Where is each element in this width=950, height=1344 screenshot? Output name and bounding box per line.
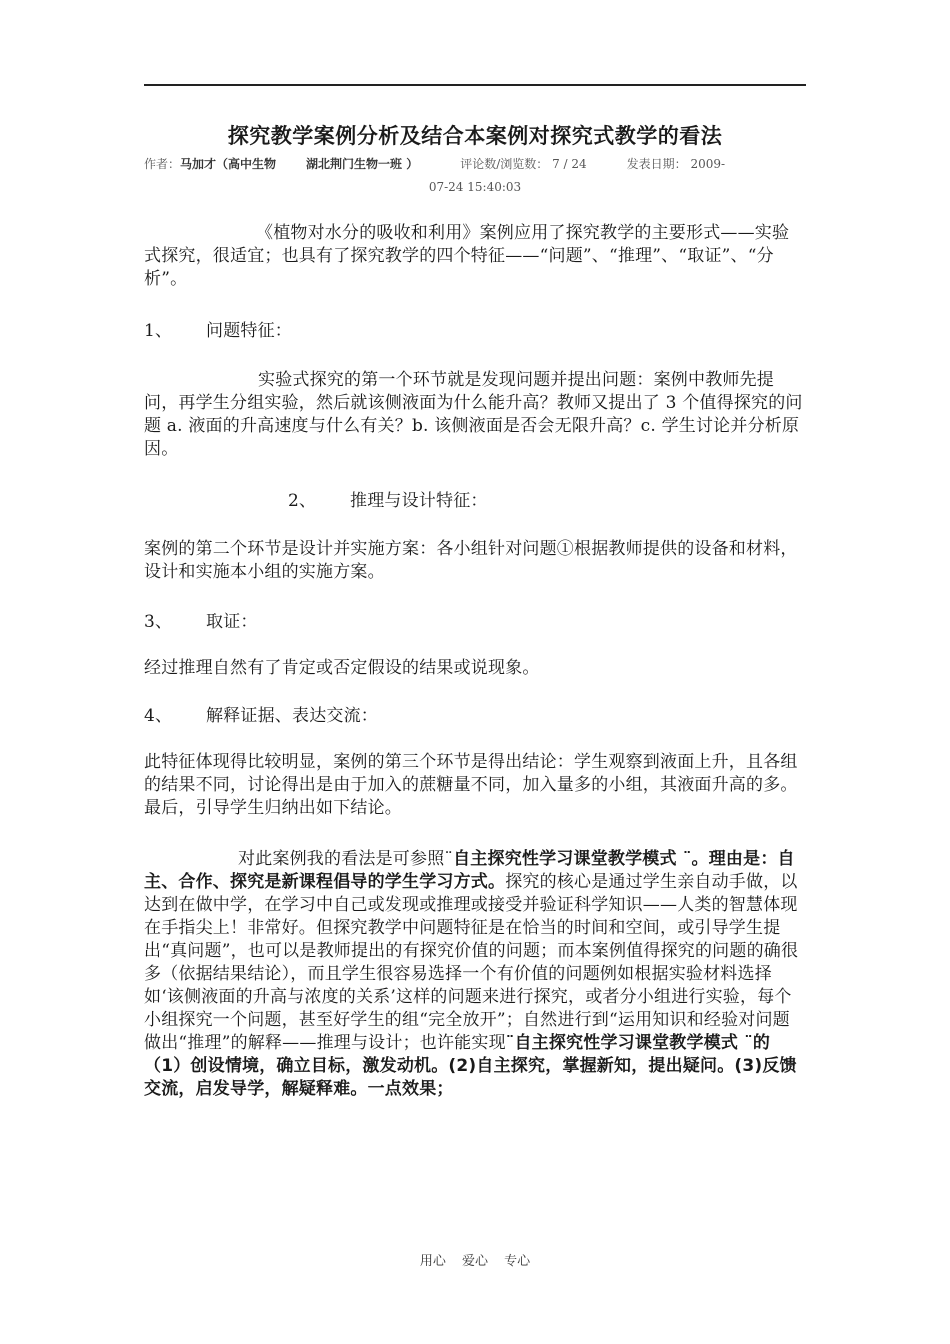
author-unit: 湖北荆门生物一班 ）	[306, 157, 419, 171]
opinion-text: 探究的核心是通过学生亲自动手做，以达到在做中学，在学习中自己或发现或推理或接受并验证科学知识——人类的智慧体现在手指尖上！非常好。但探究教学中问题特征是在恰当的时间和空间，或引导学生提出“真问题”，也可以是教师提出的有探究价值的问题；而本案例值得探究的问题的确很多（依据结果结论），而且学生很容易选择一个有价值的问题例如根据实验材料选择如‘该侧液面的升高与浓度的关系’这样的问题来进行探究，或者分小组进行实验，每个小组探究一个问题，甚至好学生的组“完全放开”；自然进行到“运用知识和经验对问题做出“推理”的解释——推理与设计；也许能实现	[144, 872, 799, 1053]
section-heading	[144, 490, 806, 513]
author-name: 马加才（高中生物	[180, 157, 277, 171]
publish-date: 07-24 15:40:03	[428, 180, 522, 194]
opinion-paragraph	[144, 848, 806, 1101]
section-title: 取证：	[206, 612, 258, 632]
section-body: 此特征体现得比较明显，案例的第三个环节是得出结论：学生观察到液面上升，且各组的结果不同，讨论得出是由于加入的蔗糖量不同，加入量多的小组，其液面升高的多。最后，引导学生归纳出如下结论。	[144, 752, 798, 818]
section-title: 问题特征：	[206, 321, 292, 341]
publish-date-label: 发表日期： 2009-	[626, 157, 726, 171]
section-heading	[144, 611, 806, 634]
view-stats: 评论数/浏览数： 7 / 24	[460, 157, 587, 171]
intro-paragraph: 《植物对水分的吸收和利用》案例应用了探究教学的主要形式——实验式探究，很适宜；也具有了探究教学的四个特征——“问题”、“推理”、“取证”、“分析”。	[144, 223, 790, 289]
section-body: 经过推理自然有了肯定或否定假设的结果或说现象。	[144, 658, 540, 678]
section-heading	[144, 705, 806, 728]
author-label: 作者：	[144, 157, 181, 171]
section-number: 4、	[144, 706, 173, 726]
opinion-emphasis: 自主探究性学习课堂教学模式 ¨。理由是：自主、合作、探究是新课程倡导的学生学习方式。	[144, 849, 795, 892]
section-number: 1、	[144, 321, 173, 341]
opinion-text: 对此案例我的看法是可参照¨	[238, 849, 454, 869]
section-heading	[144, 320, 806, 343]
section-body: 案例的第二个环节是设计并实施方案：各小组针对问题①根据教师提供的设备和材料，设计和实施本小组的实施方案。	[144, 539, 798, 582]
section-number: 2、	[288, 491, 317, 511]
opinion-emphasis: ¨自主探究性学习课堂教学模式 ¨的（1）创设情境，确立目标，激发动机。(2)自主探究，掌握新知，提出疑问。(3)反馈交流，启发导学，解疑释难。一点效果；	[144, 1033, 797, 1099]
header-rule	[144, 84, 806, 86]
section-body: 实验式探究的第一个环节就是发现问题并提出问题：案例中教师先提问，再学生分组实验，然后就该侧液面为什么能升高？教师又提出了 3 个值得探究的问题 a. 液面的升高速度与什么有关？b. 该侧液面是否会无限升高？c. 学生讨论并分析原因。	[144, 370, 803, 459]
page-footer: 用心 爱心 专心	[419, 1254, 531, 1269]
section-number: 3、	[144, 612, 173, 632]
article-meta	[144, 153, 806, 175]
section-title: 推理与设计特征：	[350, 491, 488, 511]
section-title: 解释证据、表达交流：	[206, 706, 378, 726]
page-title: 探究教学案例分析及结合本案例对探究式教学的看法	[227, 123, 723, 148]
